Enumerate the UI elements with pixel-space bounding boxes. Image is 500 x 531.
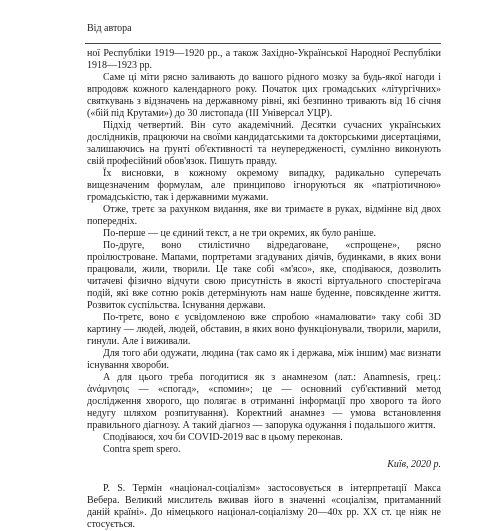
paragraph: Підхід четвертий. Він суто академічний. Десятки сучасних українських дослідників, працюючи на своїми кандидатськими та докторськими дисертаціями, залишаючись на ґрунті об'єктивності та неупередженості, сумлінно виконують свій професійний обов'язок. Пишуть правду.	[87, 120, 441, 167]
paragraph: По-перше — це єдиний текст, а не три окремих, як було раніше.	[103, 228, 377, 239]
header-rule	[85, 43, 441, 44]
paragraph: Contra spem spero.	[103, 444, 181, 455]
paragraph: Саме ці міти рясно заливають до вашого рідного мозку за будь-якої нагоди і впродовж кожного календарного року. Початок цих громадських «літургічних» святкувань з відзначень на державному рівні, які безпинно тривають від 16 січня («бій під Крутами») до 30 листопада (ІІІ Універсал УЦР).	[87, 72, 441, 119]
running-head: Від автора	[87, 23, 132, 34]
paragraph: Їх висновки, в кожному окремому випадку, радикально суперечать вищезначеним формулам, але принципово ігноруються як «патріотичною» громадськістю, так і державними мужами.	[87, 168, 441, 203]
paragraph: Отже, третє за рахунком видання, яке ви тримаєте в руках, відмінне від двох попередніх.	[87, 204, 441, 227]
postscript: P. S. Термін «націонал-соціалізм» застосовується в інтерпретації Макса Вебера. Великий мислитель вживав його в значенні «соціалізм, притаманний даній країні». До німецького націонал-соціалізму 20—40х рр. ХХ ст. це ніяк не стосується.	[87, 483, 441, 530]
paragraph: ної Республіки 1919—1920 рр., а також Західно-Української Народної Республіки 1918—1923 рр.	[87, 48, 441, 71]
signature: Київ, 2020 р.	[387, 459, 441, 470]
paragraph: Для того аби одужати, людина (так само як і держава, між іншим) має визнати існування хвороби.	[87, 348, 441, 371]
paragraph: А для цього треба погодитися як з анамнезом (лат.: Anamnesis, грец.: ἀνάμνησις — «спогад», «спомин»; це — основний суб'єктивний метод дослідження хворого, що полягає в отриманні інформації про хворого та його недугу шляхом розпитування). Коректний анамнез — умова встановлення правильного діагнозу. А такий діагноз — запорука одужання і подальшого життя.	[87, 372, 441, 431]
body-text	[87, 48, 441, 531]
paragraph: По-третє, воно є усвідомленою вже спробою «намалювати» таку собі 3D картину — людей, людей, обставин, в яких воно функціонували, творили, марили, гинули. Але і виживали.	[87, 312, 441, 347]
paragraph: Сподіваюся, хоч би COVID-2019 вас в цьому переконав.	[103, 432, 343, 443]
paragraph: По-друге, воно стилістично відредаговане, «спрощене», рясно проілюстроване. Мапами, портретами згадуваних діячів, будинками, в яких вони працювали, жили, творили. Це таке собі «м'ясо», яке, сподіваюся, дозволить читачеві фізично відчути свою присутність в якості віртуального спостерігача подій, які вже сотню років детермінують нам наше буденне, повсякденне життя. Розвиток суспільства. Існування держави.	[87, 240, 441, 311]
